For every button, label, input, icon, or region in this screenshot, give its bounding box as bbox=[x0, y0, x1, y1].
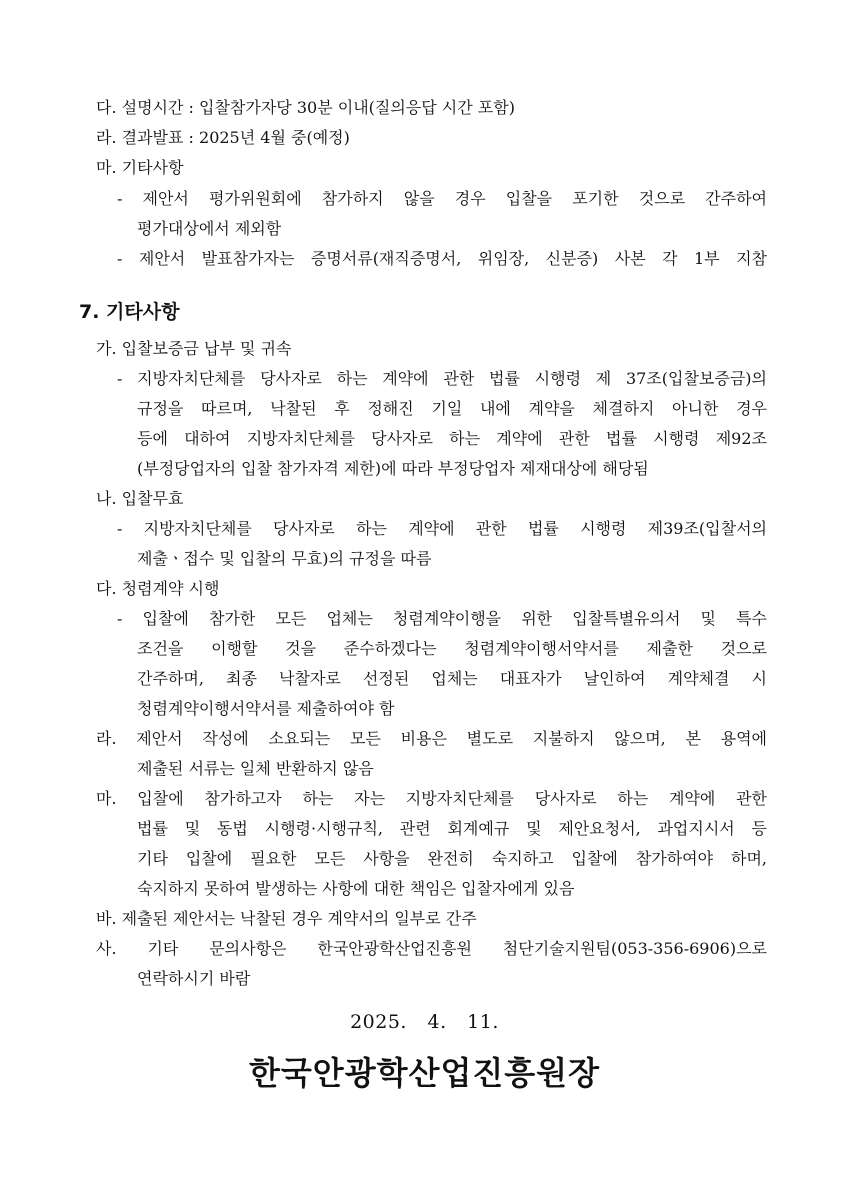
item-da-line: 청렴계약이행서약서를 제출하여야 함 bbox=[137, 699, 395, 718]
item-ga-line: 등에 대하여 지방자치단체를 당사자로 하는 계약에 관한 법률 시행령 제92조 bbox=[137, 429, 767, 448]
item-na-heading: 나. 입찰무효 bbox=[96, 489, 184, 508]
document-date: 2025. 4. 11. bbox=[350, 1011, 499, 1033]
item-ma-line: 법률 및 동법 시행령·시행규칙, 관련 회계예규 및 제안요청서, 과업지시서 등 bbox=[137, 819, 767, 838]
item-ra-line: 라. 제안서 작성에 소요되는 모든 비용은 별도로 지불하지 않으며, 본 용역에 bbox=[96, 729, 767, 748]
item-ma-line: 마. 입찰에 참가하고자 하는 자는 지방자치단체를 당사자로 하는 계약에 관한 bbox=[96, 789, 767, 808]
misc-bullet-1-cont: 평가대상에서 제외함 bbox=[137, 219, 282, 238]
item-presentation-time: 다. 설명시간 : 입찰참가자당 30분 이내(질의응답 시간 포함) bbox=[96, 98, 515, 117]
item-da-line: 조건을 이행할 것을 준수하겠다는 청렴계약이행서약서를 제출한 것으로 bbox=[137, 639, 767, 658]
item-ga-line: - 지방자치단체를 당사자로 하는 계약에 관한 법률 시행령 제 37조(입찰보증금)의 bbox=[117, 369, 767, 388]
item-ba-line: 바. 제출된 제안서는 낙찰된 경우 계약서의 일부로 간주 bbox=[96, 909, 477, 928]
misc-bullet-1: - 제안서 평가위원회에 참가하지 않을 경우 입찰을 포기한 것으로 간주하여 bbox=[117, 189, 767, 208]
item-da-line: 간주하며, 최종 낙찰자로 선정된 업체는 대표자가 날인하여 계약체결 시 bbox=[137, 669, 767, 688]
item-da-line: - 입찰에 참가한 모든 업체는 청렴계약이행을 위한 입찰특별유의서 및 특수 bbox=[117, 609, 767, 628]
item-ga-line: (부정당업자의 입찰 참가자격 제한)에 따라 부정당업자 제재대상에 해당됨 bbox=[137, 459, 649, 478]
item-ra-line: 제출된 서류는 일체 반환하지 않음 bbox=[137, 759, 374, 778]
item-na-line: 제출ㆍ접수 및 입찰의 무효)의 규정을 따름 bbox=[137, 549, 432, 568]
item-misc-heading: 마. 기타사항 bbox=[96, 158, 184, 177]
item-ma-line: 숙지하지 못하여 발생하는 사항에 대한 책임은 입찰자에게 있음 bbox=[137, 879, 575, 898]
issuer-signature: 한국안광학산업진흥원장 bbox=[248, 1054, 601, 1092]
misc-bullet-2: - 제안서 발표참가자는 증명서류(재직증명서, 위임장, 신분증) 사본 각 1부 지참 bbox=[117, 249, 767, 268]
item-sa-line: 사. 기타 문의사항은 한국안광학산업진흥원 첨단기술지원팀(053-356-6906)으로 bbox=[96, 939, 767, 958]
item-sa-line: 연락하시기 바람 bbox=[137, 969, 251, 988]
item-ma-line: 기타 입찰에 필요한 모든 사항을 완전히 숙지하고 입찰에 참가하여야 하며, bbox=[137, 849, 767, 868]
item-da-heading: 다. 청렴계약 시행 bbox=[96, 579, 220, 598]
item-na-line: - 지방자치단체를 당사자로 하는 계약에 관한 법률 시행령 제39조(입찰서의 bbox=[117, 519, 767, 538]
section-title: 7. 기타사항 bbox=[79, 301, 180, 323]
item-ga-line: 규정을 따르며, 낙찰된 후 정해진 기일 내에 계약을 체결하지 아니한 경우 bbox=[137, 399, 767, 418]
item-ga-heading: 가. 입찰보증금 납부 및 귀속 bbox=[96, 339, 292, 358]
item-result-announcement: 라. 결과발표 : 2025년 4월 중(예정) bbox=[96, 128, 350, 147]
